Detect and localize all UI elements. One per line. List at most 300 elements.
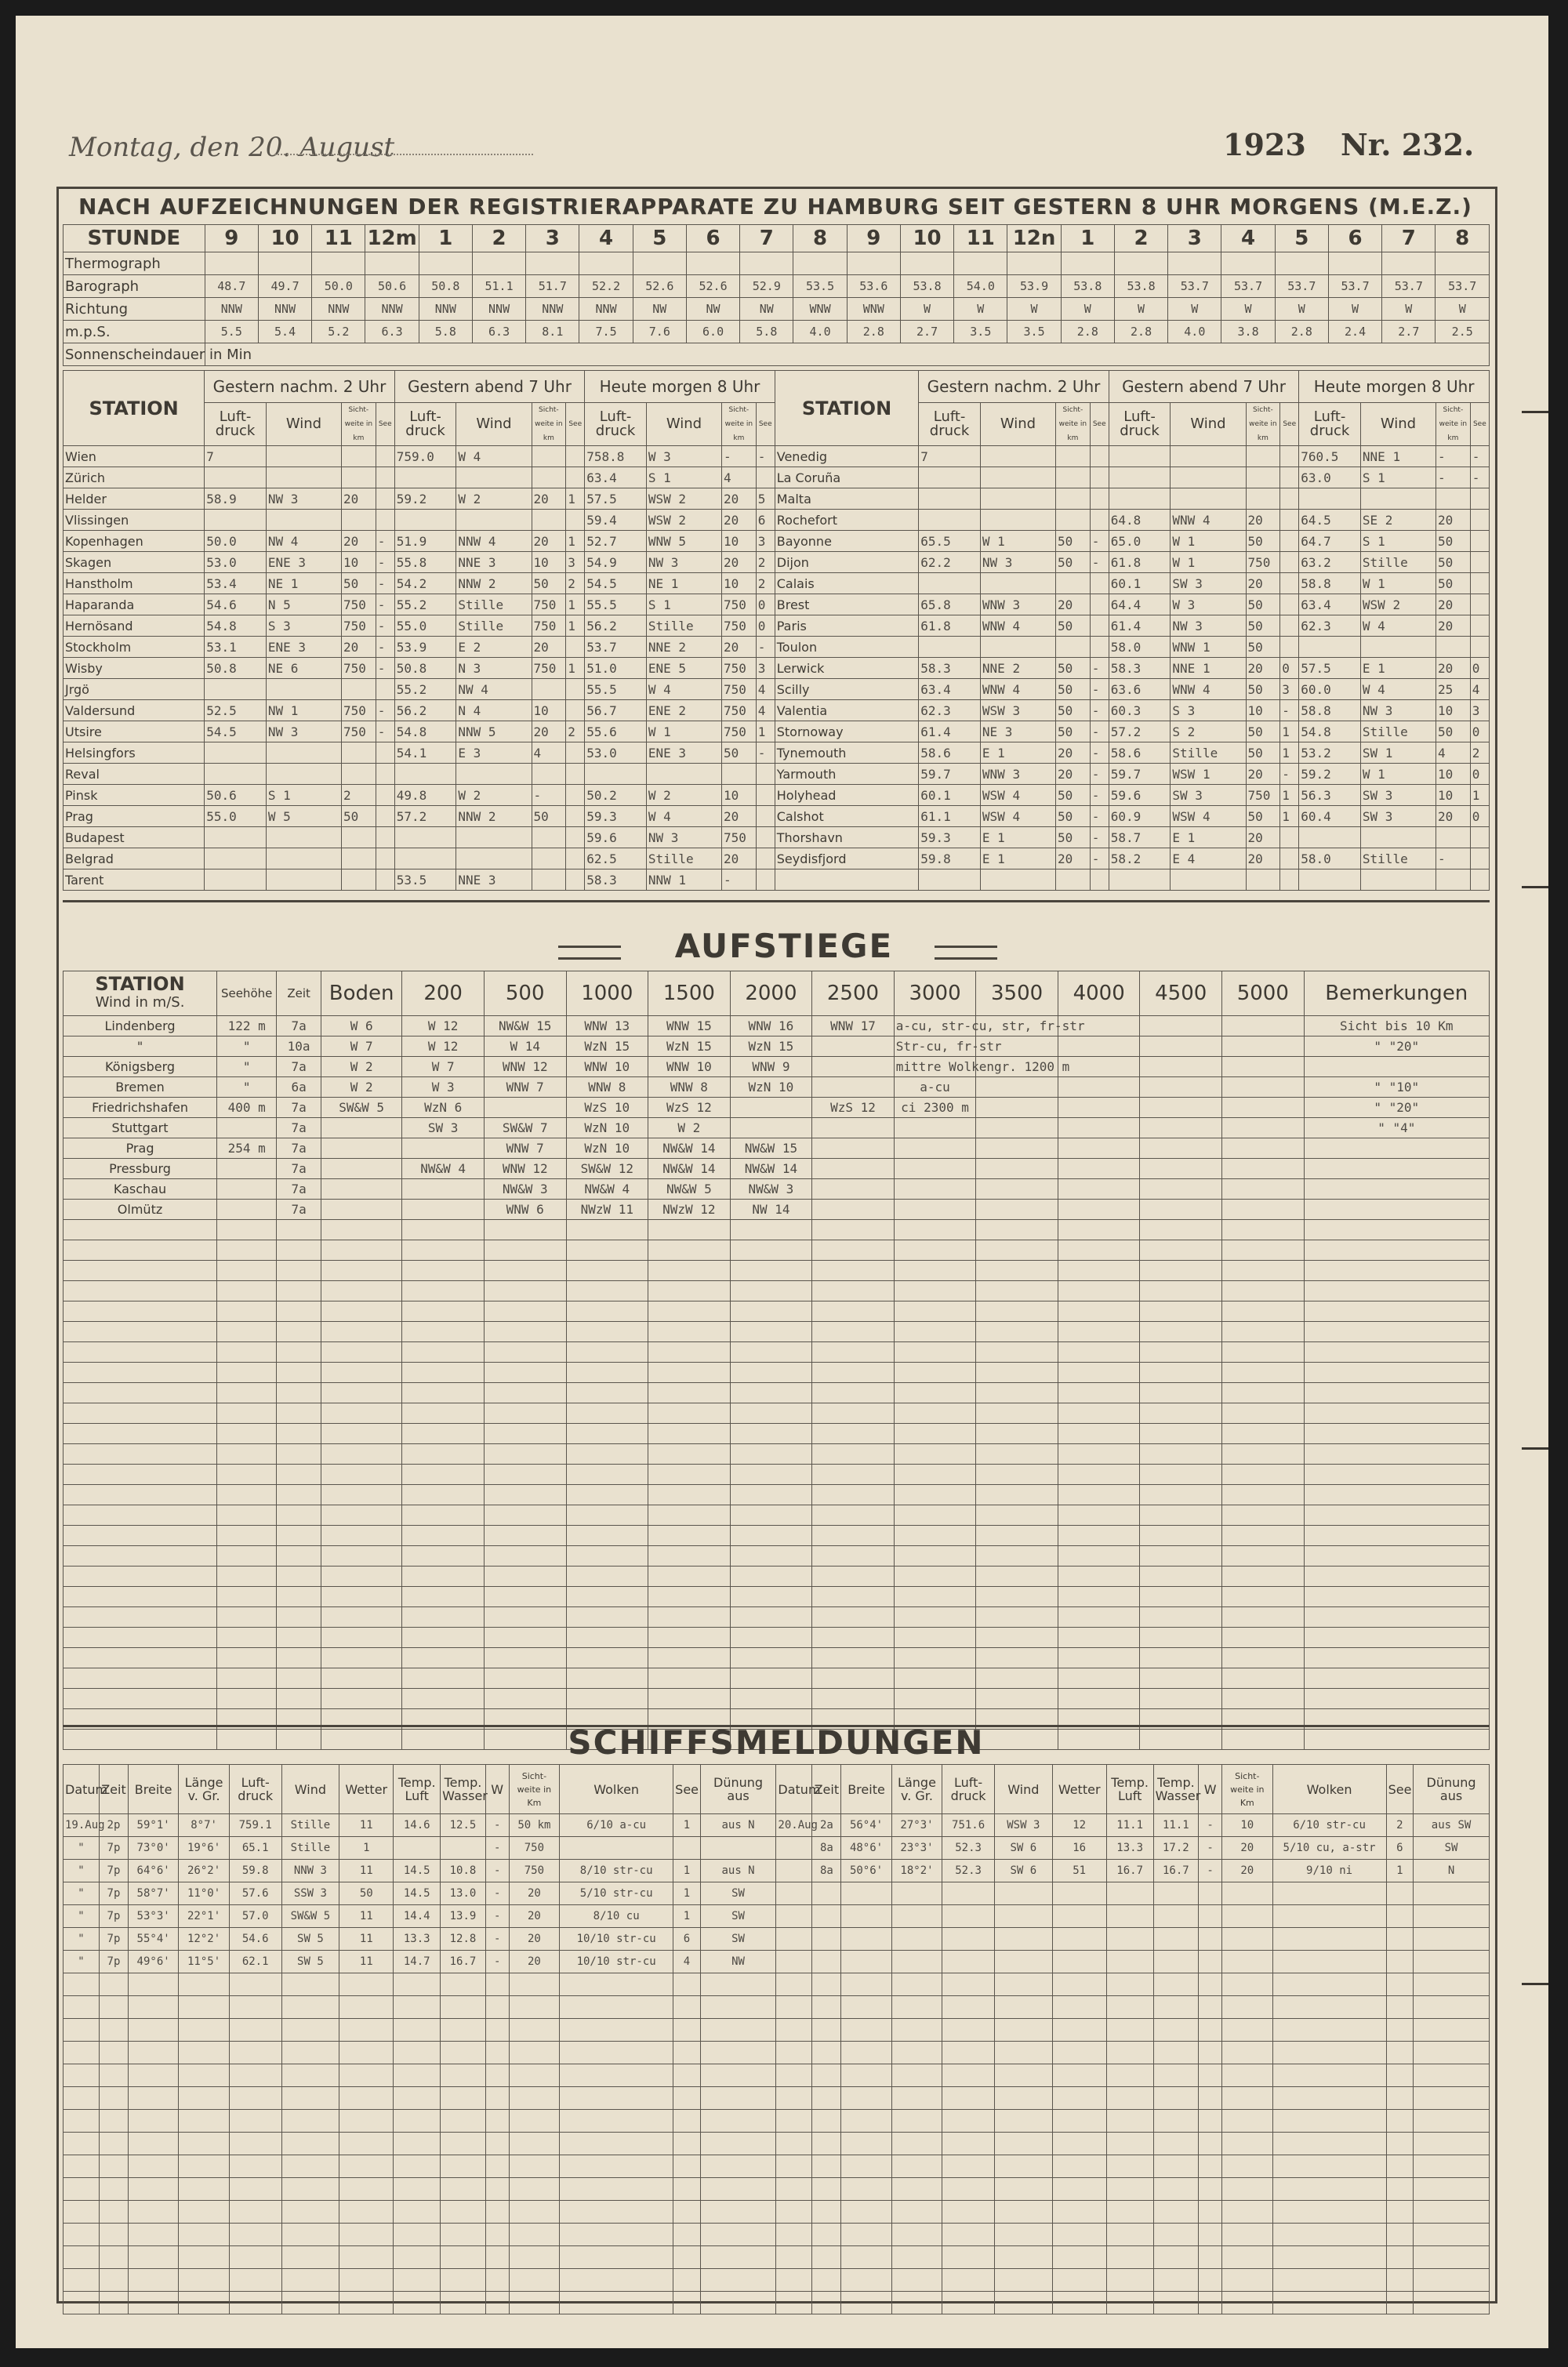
registry-cell: 2.4 bbox=[1328, 321, 1381, 343]
ship-cell bbox=[891, 2201, 942, 2224]
aufstiege-cell: SW&W 5 bbox=[321, 1098, 401, 1118]
registry-row-label: Sonnenscheindauer in Min bbox=[64, 343, 205, 366]
ship-cell bbox=[100, 2064, 129, 2087]
ship-cell bbox=[942, 1882, 995, 1905]
obs-cell bbox=[566, 848, 585, 869]
aufstiege-cell: W 14 bbox=[484, 1036, 566, 1057]
aufstiege-empty-cell bbox=[1222, 1668, 1305, 1689]
obs-cell: 50 bbox=[1436, 552, 1471, 573]
ship-cell bbox=[1272, 2246, 1386, 2269]
obs-cell: - bbox=[1470, 446, 1489, 467]
obs-cell: 59.4 bbox=[585, 510, 647, 531]
obs-cell: 58.0 bbox=[1299, 848, 1361, 869]
registry-cell bbox=[1061, 252, 1114, 275]
obs-cell bbox=[532, 848, 566, 869]
ship-cell bbox=[1414, 1882, 1490, 1905]
obs-cell: 55.5 bbox=[585, 679, 647, 700]
obs-cell bbox=[1246, 869, 1280, 891]
ship-cell bbox=[560, 1996, 673, 2019]
aufstiege-cell: W 2 bbox=[321, 1057, 401, 1077]
hour-header: 10 bbox=[900, 225, 953, 252]
obs-cell: 20 bbox=[1246, 573, 1280, 594]
obs-cell: WSW 4 bbox=[1171, 806, 1246, 827]
aufstiege-empty-cell bbox=[1222, 1444, 1305, 1465]
registry-cell: WNW bbox=[793, 298, 847, 321]
aufstiege-cell: NWzW 12 bbox=[648, 1200, 731, 1220]
aufstiege-empty-cell bbox=[976, 1689, 1058, 1709]
ship-cell bbox=[1199, 1973, 1222, 1996]
obs-cell bbox=[342, 869, 376, 891]
station-name bbox=[775, 869, 919, 891]
obs-cell bbox=[266, 679, 341, 700]
aufstiege-empty-cell bbox=[894, 1220, 976, 1240]
ship-cell: 22°1' bbox=[179, 1905, 229, 1928]
ship-cell bbox=[339, 2064, 394, 2087]
obs-cell: W 2 bbox=[646, 785, 721, 806]
aufstiege-empty-cell bbox=[217, 1465, 277, 1485]
aufstiege-cell: WNW 12 bbox=[484, 1057, 566, 1077]
station-name: Tynemouth bbox=[775, 742, 919, 764]
aufstiege-station: Stuttgart bbox=[64, 1118, 217, 1138]
aufstiege-cell: NW&W 4 bbox=[402, 1159, 485, 1179]
aufstiege-empty-cell bbox=[1222, 1363, 1305, 1383]
ship-cell bbox=[1222, 2019, 1272, 2042]
aufstiege-cell: mittre Wolkengr. 1200 m bbox=[894, 1057, 976, 1077]
ship-cell bbox=[812, 2019, 841, 2042]
aufstiege-cell bbox=[1222, 1098, 1305, 1118]
ship-cell bbox=[841, 2269, 891, 2292]
aufstiege-empty-cell bbox=[1304, 1383, 1489, 1403]
aufstiege-cell bbox=[1058, 1179, 1140, 1200]
obs-cell: S 2 bbox=[1171, 721, 1246, 742]
aufstiege-empty-cell bbox=[402, 1505, 485, 1526]
obs-cell bbox=[1470, 531, 1489, 552]
ship-cell bbox=[64, 1996, 100, 2019]
aufstiege-empty-cell bbox=[64, 1403, 217, 1424]
ship-cell bbox=[485, 2087, 509, 2110]
ship-cell bbox=[1386, 1973, 1414, 1996]
ship-cell bbox=[1199, 2087, 1222, 2110]
ship-cell bbox=[1052, 2133, 1106, 2155]
registry-row-label: Richtung bbox=[64, 298, 205, 321]
aufstiege-cell bbox=[812, 1036, 895, 1057]
ship-cell bbox=[994, 2224, 1052, 2246]
aufstiege-empty-cell bbox=[64, 1587, 217, 1607]
obs-cell: 3 bbox=[566, 552, 585, 573]
aufstiege-empty-cell bbox=[1140, 1220, 1222, 1240]
obs-cell: 52.5 bbox=[205, 700, 267, 721]
registry-cell: NNW bbox=[526, 298, 579, 321]
aufstiege-empty-cell bbox=[321, 1587, 401, 1607]
ship-cell bbox=[776, 2042, 812, 2064]
aufstiege-cell bbox=[217, 1118, 277, 1138]
ship-cell bbox=[339, 2019, 394, 2042]
aufstiege-empty-cell bbox=[217, 1220, 277, 1240]
obs-cell: 750 bbox=[722, 721, 757, 742]
station-name: Utsire bbox=[64, 721, 205, 742]
ship-cell: 65.1 bbox=[229, 1837, 281, 1860]
ship-cell bbox=[1222, 1928, 1272, 1951]
aufstiege-empty-cell bbox=[321, 1648, 401, 1668]
ship-cell bbox=[64, 2087, 100, 2110]
aufstiege-station: Königsberg bbox=[64, 1057, 217, 1077]
ship-cell bbox=[128, 2042, 178, 2064]
obs-cell: 4 bbox=[722, 467, 757, 488]
aufstiege-cell bbox=[1304, 1159, 1489, 1179]
ship-cell bbox=[509, 2087, 559, 2110]
registry-cell: W bbox=[1382, 298, 1436, 321]
aufstiege-empty-cell bbox=[277, 1403, 321, 1424]
ship-cell: 14.4 bbox=[394, 1905, 441, 1928]
aufstiege-empty-cell bbox=[812, 1301, 895, 1322]
ship-cell bbox=[1272, 2201, 1386, 2224]
aufstiege-empty-cell bbox=[64, 1281, 217, 1301]
ship-cell bbox=[891, 2269, 942, 2292]
ship-cell bbox=[179, 1996, 229, 2019]
obs-cell bbox=[1280, 446, 1299, 467]
obs-cell: 6 bbox=[756, 510, 775, 531]
aufstiege-empty-cell bbox=[894, 1607, 976, 1628]
registry-cell: 52.6 bbox=[686, 275, 739, 298]
ship-cell bbox=[1199, 2246, 1222, 2269]
obs-cell: NW 4 bbox=[266, 531, 341, 552]
ship-cell bbox=[1153, 2292, 1199, 2314]
aufstiege-empty-cell bbox=[730, 1505, 812, 1526]
ship-cell bbox=[673, 1996, 701, 2019]
obs-cell: Stille bbox=[456, 615, 532, 637]
ship-col-header: Datum bbox=[64, 1765, 100, 1814]
aufstiege-empty-cell bbox=[648, 1485, 731, 1505]
ship-cell bbox=[441, 2246, 486, 2269]
obs-cell: 750 bbox=[532, 594, 566, 615]
ship-cell bbox=[1272, 1951, 1386, 1973]
ship-cell bbox=[700, 2042, 776, 2064]
aufstiege-empty-cell bbox=[277, 1546, 321, 1567]
aufstiege-station: Pressburg bbox=[64, 1159, 217, 1179]
aufstiege-empty-cell bbox=[976, 1424, 1058, 1444]
obs-cell bbox=[205, 827, 267, 848]
obs-cell bbox=[1171, 488, 1246, 510]
station-name: Valentia bbox=[775, 700, 919, 721]
obs-cell: - bbox=[1090, 785, 1109, 806]
registry-cell: 6.0 bbox=[686, 321, 739, 343]
aufstiege-cell bbox=[1140, 1118, 1222, 1138]
ship-cell bbox=[64, 2042, 100, 2064]
aufstiege-empty-cell bbox=[1058, 1424, 1140, 1444]
ship-cell bbox=[64, 2064, 100, 2087]
ship-cell bbox=[1199, 1905, 1222, 1928]
registry-cell bbox=[1382, 252, 1436, 275]
ship-cell bbox=[1222, 2292, 1272, 2314]
obs-cell bbox=[1470, 869, 1489, 891]
obs-cell: 50 bbox=[342, 573, 376, 594]
obs-cell: 10 bbox=[532, 700, 566, 721]
registry-cell bbox=[686, 252, 739, 275]
obs-cell: 20 bbox=[722, 510, 757, 531]
ship-cell bbox=[1153, 2269, 1199, 2292]
registry-cell bbox=[740, 252, 793, 275]
obs-cell bbox=[376, 488, 394, 510]
aufstiege-empty-cell bbox=[484, 1567, 566, 1587]
ship-cell bbox=[179, 2133, 229, 2155]
obs-subheader: Wind bbox=[980, 403, 1055, 446]
obs-subheader: Luft-druck bbox=[394, 403, 456, 446]
aufstiege-cell bbox=[1222, 1118, 1305, 1138]
registry-cell: 51.7 bbox=[526, 275, 579, 298]
ship-cell bbox=[1272, 2155, 1386, 2178]
ship-cell bbox=[1272, 2110, 1386, 2133]
station-name: Hernösand bbox=[64, 615, 205, 637]
obs-cell bbox=[456, 510, 532, 531]
ship-cell bbox=[812, 2224, 841, 2246]
ship-cell bbox=[229, 2246, 281, 2269]
margin-mark bbox=[1522, 886, 1548, 888]
ship-cell bbox=[179, 2224, 229, 2246]
ship-cell bbox=[1199, 2201, 1222, 2224]
obs-cell bbox=[756, 467, 775, 488]
ship-col-header: Temp. Luft bbox=[394, 1765, 441, 1814]
obs-cell: NNW 5 bbox=[456, 721, 532, 742]
registry-cell: W bbox=[1168, 298, 1221, 321]
hour-header: 3 bbox=[1168, 225, 1221, 252]
ship-cell bbox=[100, 2178, 129, 2201]
obs-cell: 20 bbox=[1056, 742, 1091, 764]
ship-cell bbox=[64, 2019, 100, 2042]
registry-cell: 52.2 bbox=[579, 275, 633, 298]
hour-header: 11 bbox=[312, 225, 365, 252]
obs-cell: 20 bbox=[342, 531, 376, 552]
aufstiege-empty-cell bbox=[1140, 1261, 1222, 1281]
station-name: Calshot bbox=[775, 806, 919, 827]
ship-cell bbox=[841, 2064, 891, 2087]
ship-cell bbox=[1052, 2019, 1106, 2042]
aufstiege-empty-cell bbox=[648, 1363, 731, 1383]
ship-cell: 751.6 bbox=[942, 1814, 995, 1837]
registry-cell: 53.7 bbox=[1382, 275, 1436, 298]
aufstiege-empty-cell bbox=[894, 1689, 976, 1709]
station-name: Kopenhagen bbox=[64, 531, 205, 552]
obs-cell bbox=[532, 827, 566, 848]
ship-cell bbox=[64, 2246, 100, 2269]
obs-cell: 50 bbox=[1246, 531, 1280, 552]
obs-cell: WSW 4 bbox=[980, 806, 1055, 827]
ship-cell bbox=[1222, 1951, 1272, 1973]
ship-cell bbox=[812, 2087, 841, 2110]
obs-cell: W 1 bbox=[1171, 531, 1246, 552]
ship-cell bbox=[509, 2110, 559, 2133]
obs-cell: - bbox=[532, 785, 566, 806]
aufstiege-empty-cell bbox=[64, 1505, 217, 1526]
obs-cell: 10 bbox=[1436, 785, 1471, 806]
aufstiege-col-header: Bemerkungen bbox=[1304, 971, 1489, 1016]
obs-cell: - bbox=[1090, 700, 1109, 721]
obs-cell: ENE 3 bbox=[266, 552, 341, 573]
ship-cell bbox=[673, 2019, 701, 2042]
obs-cell: SW 3 bbox=[1171, 785, 1246, 806]
aufstiege-empty-cell bbox=[812, 1485, 895, 1505]
aufstiege-empty-cell bbox=[217, 1301, 277, 1322]
ship-cell bbox=[1153, 2133, 1199, 2155]
obs-cell: NW 3 bbox=[266, 721, 341, 742]
ship-cell bbox=[812, 1882, 841, 1905]
ship-cell: SSW 3 bbox=[281, 1882, 339, 1905]
obs-cell: 2 bbox=[566, 573, 585, 594]
aufstiege-cell bbox=[1140, 1077, 1222, 1098]
ship-cell: 14.7 bbox=[394, 1951, 441, 1973]
obs-cell: 50 bbox=[722, 742, 757, 764]
ship-cell bbox=[1414, 2133, 1490, 2155]
aufstiege-empty-cell bbox=[648, 1567, 731, 1587]
ship-cell bbox=[281, 2201, 339, 2224]
obs-cell: 50 bbox=[1056, 785, 1091, 806]
title-ornament-right bbox=[935, 946, 997, 960]
registry-cell: NNW bbox=[472, 298, 525, 321]
obs-cell: 60.9 bbox=[1109, 806, 1171, 827]
aufstiege-empty-cell bbox=[730, 1261, 812, 1281]
ship-cell: 14.5 bbox=[394, 1860, 441, 1882]
obs-cell: - bbox=[376, 721, 394, 742]
aufstiege-empty-cell bbox=[1058, 1607, 1140, 1628]
aufstiege-cell bbox=[976, 1138, 1058, 1159]
ship-cell: 64°6' bbox=[128, 1860, 178, 1882]
station-name: La Coruña bbox=[775, 467, 919, 488]
obs-cell bbox=[566, 446, 585, 467]
aufstiege-cell: W 12 bbox=[402, 1016, 485, 1036]
ship-cell bbox=[942, 2064, 995, 2087]
ship-cell bbox=[229, 2064, 281, 2087]
aufstiege-cell bbox=[894, 1138, 976, 1159]
aufstiege-cell: WNW 15 bbox=[648, 1016, 731, 1036]
ship-cell bbox=[1272, 2292, 1386, 2314]
registry-cell: 53.8 bbox=[1114, 275, 1167, 298]
obs-cell: W 4 bbox=[456, 446, 532, 467]
obs-cell: 64.7 bbox=[1299, 531, 1361, 552]
obs-cell: 62.2 bbox=[919, 552, 981, 573]
obs-cell bbox=[1436, 637, 1471, 658]
obs-cell: 4 bbox=[756, 700, 775, 721]
ship-cell: 11 bbox=[339, 1860, 394, 1882]
aufstiege-empty-cell bbox=[1140, 1526, 1222, 1546]
aufstiege-empty-cell bbox=[566, 1668, 648, 1689]
ship-cell bbox=[179, 2064, 229, 2087]
ship-cell bbox=[891, 2246, 942, 2269]
ship-cell bbox=[339, 2087, 394, 2110]
registry-cell bbox=[1328, 252, 1381, 275]
ship-cell bbox=[994, 2246, 1052, 2269]
aufstiege-empty-cell bbox=[894, 1648, 976, 1668]
aufstiege-empty-cell bbox=[217, 1363, 277, 1383]
ship-cell bbox=[1199, 2019, 1222, 2042]
aufstiege-cell bbox=[1058, 1138, 1140, 1159]
obs-cell: 20 bbox=[1436, 658, 1471, 679]
obs-cell bbox=[566, 700, 585, 721]
aufstiege-empty-cell bbox=[1058, 1628, 1140, 1648]
aufstiege-cell bbox=[812, 1138, 895, 1159]
aufstiege-empty-cell bbox=[321, 1485, 401, 1505]
ship-cell bbox=[776, 2087, 812, 2110]
aufstiege-empty-cell bbox=[277, 1424, 321, 1444]
ship-cell bbox=[509, 2178, 559, 2201]
obs-subheader: Sicht-weite in km bbox=[1056, 403, 1091, 446]
obs-cell bbox=[205, 869, 267, 891]
obs-subheader: See bbox=[1280, 403, 1299, 446]
obs-cell: 750 bbox=[342, 594, 376, 615]
ship-cell bbox=[1153, 2178, 1199, 2201]
aufstiege-cell bbox=[1140, 1159, 1222, 1179]
aufstiege-cell: W 12 bbox=[402, 1036, 485, 1057]
ship-cell: 6 bbox=[673, 1928, 701, 1951]
registry-cell: NNW bbox=[579, 298, 633, 321]
aufstiege-empty-cell bbox=[566, 1546, 648, 1567]
ship-cell bbox=[841, 2292, 891, 2314]
registry-cell: 3.8 bbox=[1221, 321, 1275, 343]
aufstiege-empty-cell bbox=[484, 1281, 566, 1301]
ship-cell bbox=[812, 2246, 841, 2269]
ship-cell bbox=[339, 1973, 394, 1996]
aufstiege-empty-cell bbox=[402, 1424, 485, 1444]
ship-cell bbox=[441, 2064, 486, 2087]
obs-cell: SW 3 bbox=[1360, 785, 1436, 806]
station-name: Skagen bbox=[64, 552, 205, 573]
ship-col-header: Datum bbox=[776, 1765, 812, 1814]
ship-cell bbox=[1272, 1882, 1386, 1905]
ship-cell: aus N bbox=[700, 1860, 776, 1882]
obs-cell: 20 bbox=[1056, 764, 1091, 785]
station-name: Rochefort bbox=[775, 510, 919, 531]
ship-cell: 11 bbox=[339, 1951, 394, 1973]
aufstiege-empty-cell bbox=[64, 1261, 217, 1281]
aufstiege-cell bbox=[321, 1179, 401, 1200]
aufstiege-cell bbox=[321, 1159, 401, 1179]
aufstiege-empty-cell bbox=[1222, 1342, 1305, 1363]
obs-cell bbox=[266, 848, 341, 869]
aufstiege-empty-cell bbox=[64, 1322, 217, 1342]
station-name: Holyhead bbox=[775, 785, 919, 806]
obs-cell bbox=[266, 467, 341, 488]
ship-cell bbox=[1272, 2042, 1386, 2064]
ship-cell bbox=[812, 1905, 841, 1928]
ship-cell bbox=[700, 2019, 776, 2042]
hour-header: 7 bbox=[740, 225, 793, 252]
ship-cell: aus N bbox=[700, 1814, 776, 1837]
obs-cell: 55.8 bbox=[394, 552, 456, 573]
obs-cell bbox=[1470, 637, 1489, 658]
obs-subheader: Luft-druck bbox=[919, 403, 981, 446]
aufstiege-empty-cell bbox=[976, 1281, 1058, 1301]
obs-cell: 65.0 bbox=[1109, 531, 1171, 552]
aufstiege-station: Lindenberg bbox=[64, 1016, 217, 1036]
registry-cell bbox=[205, 343, 1489, 366]
hour-header: 6 bbox=[686, 225, 739, 252]
aufstiege-cell bbox=[730, 1118, 812, 1138]
aufstiege-empty-cell bbox=[730, 1240, 812, 1261]
ship-cell bbox=[179, 2292, 229, 2314]
obs-cell: 57.5 bbox=[1299, 658, 1361, 679]
obs-cell: W 4 bbox=[1360, 615, 1436, 637]
aufstiege-empty-cell bbox=[1222, 1689, 1305, 1709]
aufstiege-empty-cell bbox=[1058, 1403, 1140, 1424]
ship-cell: 18°2' bbox=[891, 1860, 942, 1882]
ship-cell: - bbox=[485, 1928, 509, 1951]
aufstiege-cell: SW 3 bbox=[402, 1118, 485, 1138]
aufstiege-empty-cell bbox=[277, 1668, 321, 1689]
obs-cell bbox=[1436, 827, 1471, 848]
ship-cell bbox=[942, 2155, 995, 2178]
registry-cell: 5.2 bbox=[312, 321, 365, 343]
registry-cell: W bbox=[1221, 298, 1275, 321]
ship-col-header: Sicht-weite in Km bbox=[1222, 1765, 1272, 1814]
ship-col-header: Wetter bbox=[339, 1765, 394, 1814]
